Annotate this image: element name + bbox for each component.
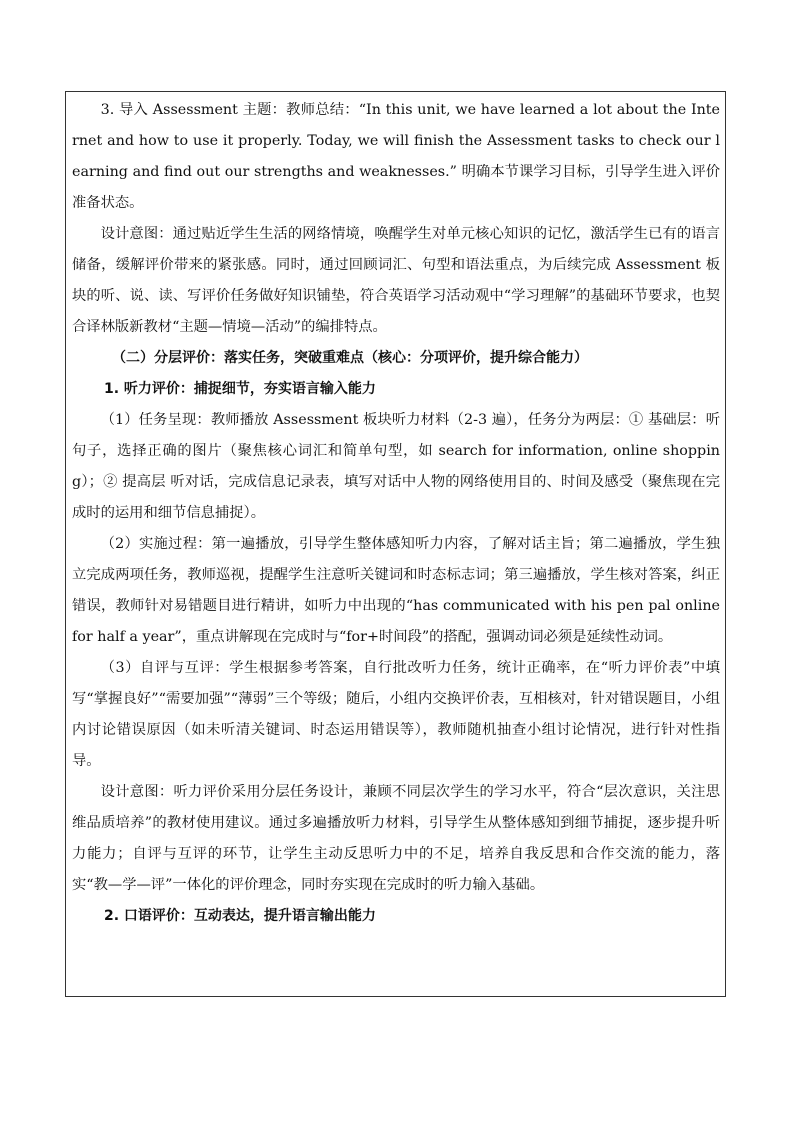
listening-heading: 1. 听力评价：捕捉细节，夯实语言输入能力 (104, 381, 376, 397)
design-intent-paragraph-1: 设计意图：通过贴近学生生活的网络情境，唤醒学生对单元核心知识的记忆，激活学生已有的语言储备，缓解评价带来的紧张感。同时，通过回顾词汇、句型和语法重点，为后续完成 Assessment 板块的听、说、读、写评价任务做好知识铺垫，符合英语学习活动观中“学习理解”的基础环节要求，也契合译林版新教材“主题—情境—活动”的编排特点。 (72, 226, 720, 335)
speaking-heading: 2. 口语评价：互动表达，提升语言输出能力 (104, 908, 376, 924)
design-intent-paragraph-2: 设计意图：听力评价采用分层任务设计，兼顾不同层次学生的学习水平，符合“层次意识，关注思维品质培养”的教材使用建议。通过多遍播放听力材料，引导学生从整体感知到细节捕捉，逐步提升听力能力；自评与互评的环节，让学生主动反思听力中的不足，培养自我反思和合作交流的能力，落实“教—学—评”一体化的评价理念，同时夯实现在完成时的听力输入基础。 (72, 784, 720, 893)
intro-paragraph: 3. 导入 Assessment 主题：教师总结：“In this unit, we have learned a lot about the Internet and how to use it properly. Today, we will finish the Assessment tasks to check our learning and find out our strengths and weaknesses.” 明确本节课学习目标，引导学生进入评价准备状态。 (72, 102, 720, 211)
listening-task-paragraph: （1）任务呈现：教师播放 Assessment 板块听力材料（2-3 遍），任务分为两层：① 基础层：听句子，选择正确的图片（聚焦核心词汇和简单句型，如 search for information, online shopping）；② 提高层 听对话，完成信息记录表，填写对话中人物的网络使用目的、时间及感受（聚焦现在完成时的运用和细节信息捕捉）。 (72, 412, 720, 521)
listening-process-paragraph: （2）实施过程：第一遍播放，引导学生整体感知听力内容，了解对话主旨；第二遍播放，学生独立完成两项任务，教师巡视，提醒学生注意听关键词和时态标志词；第三遍播放，学生核对答案，纠正错误，教师针对易错题目进行精讲，如听力中出现的“has communicated with his pen pal online for half a year”，重点讲解现在完成时与“for+时间段”的搭配，强调动词必须是延续性动词。 (72, 536, 720, 645)
section-heading: （二）分层评价：落实任务，突破重难点（核心：分项评价，提升综合能力） (112, 350, 588, 366)
document-body (72, 95, 720, 932)
listening-evaluation-paragraph: （3）自评与互评：学生根据参考答案，自行批改听力任务，统计正确率，在“听力评价表”中填写“掌握良好”“需要加强”“薄弱”三个等级；随后，小组内交换评价表，互相核对，针对错误题目，小组内讨论错误原因（如未听清关键词、时态运用错误等），教师随机抽查小组讨论情况，进行针对性指导。 (72, 660, 720, 769)
